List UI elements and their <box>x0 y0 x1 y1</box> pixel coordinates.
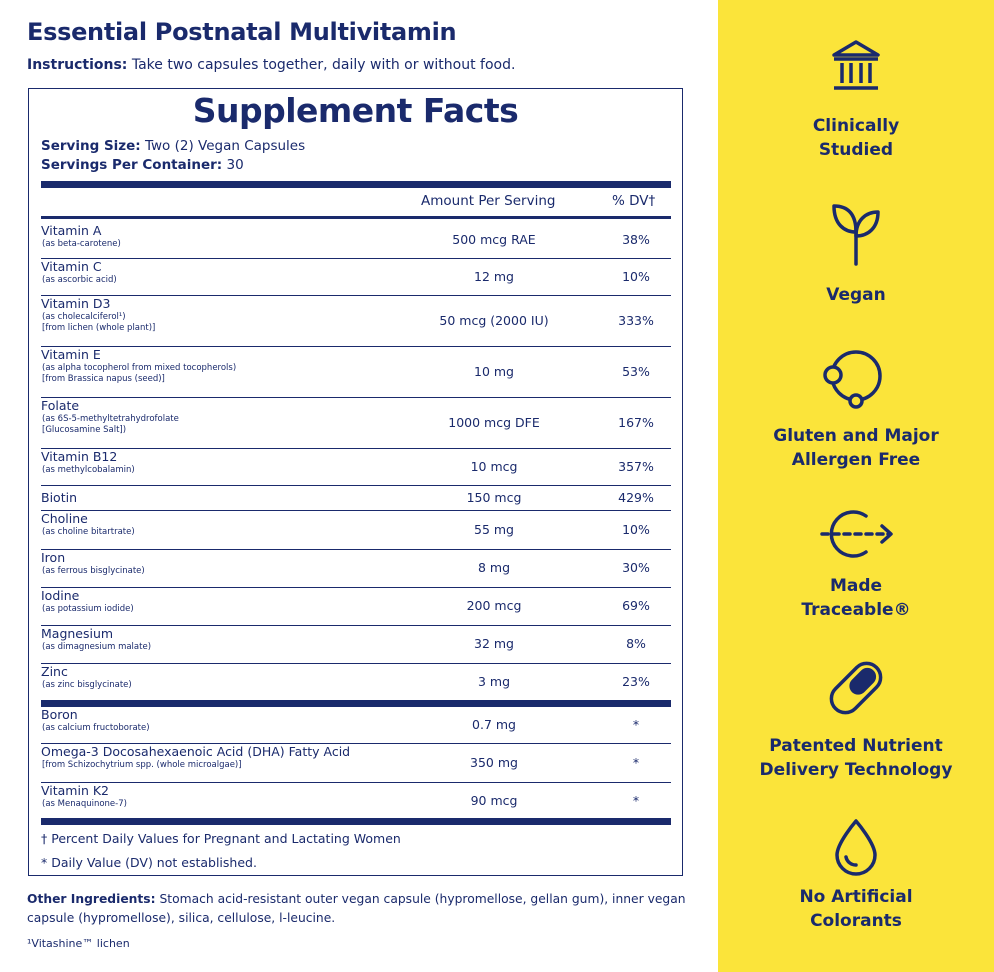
table-row <box>41 549 671 587</box>
nutrient-name: Vitamin A <box>41 223 102 238</box>
nutrient-source: [from Brassica napus (seed)] <box>42 374 165 384</box>
divider-thick-bottom <box>41 818 671 825</box>
percent-daily-value: 69% <box>622 598 650 613</box>
supplement-facts-heading: Supplement Facts <box>192 91 519 130</box>
percent-daily-value: 167% <box>618 415 654 430</box>
table-row <box>41 295 671 346</box>
table-row <box>41 782 671 820</box>
nutrient-source: (as potassium iodide) <box>42 604 134 614</box>
nutrient-name: Folate <box>41 398 80 413</box>
percent-daily-value: 23% <box>622 674 650 689</box>
nutrient-name: Iron <box>41 550 66 565</box>
column-dv-header: % DV† <box>612 193 656 209</box>
table-row <box>41 743 671 782</box>
supplement-facts-panel <box>28 88 683 876</box>
table-row <box>41 448 671 485</box>
nutrient-name: Vitamin D3 <box>41 296 111 311</box>
nutrient-name: Vitamin C <box>41 259 102 274</box>
amount-per-serving: 200 mcg <box>466 598 522 613</box>
amount-per-serving: 0.7 mg <box>472 717 516 732</box>
features-panel <box>718 0 994 972</box>
nutrient-source: (as 6S-5-methyltetrahydrofolate <box>42 414 179 424</box>
servings-per-container-label: Servings Per Container: <box>41 157 223 173</box>
amount-per-serving: 350 mg <box>470 755 518 770</box>
feature-label: Gluten and Major <box>773 426 939 446</box>
nutrient-source: (as dimagnesium malate) <box>42 642 152 652</box>
nutrient-source: (as zinc bisglycinate) <box>42 680 132 690</box>
table-row <box>41 222 671 258</box>
percent-daily-value: 10% <box>622 522 650 537</box>
amount-per-serving: 32 mg <box>474 636 514 651</box>
table-row <box>41 397 671 448</box>
amount-per-serving: 10 mg <box>474 364 514 379</box>
nutrient-source: (as cholecalciferol¹) <box>42 312 126 322</box>
traceable-arrow-icon <box>814 504 898 564</box>
amount-per-serving: 3 mg <box>477 674 511 689</box>
drop-icon <box>831 817 881 877</box>
nutrient-name: Magnesium <box>41 626 114 641</box>
feature-label: Clinically <box>812 116 900 136</box>
nutrient-name: Vitamin K2 <box>41 783 110 798</box>
nutrient-name: Boron <box>41 707 78 722</box>
feature-label: No Artificial <box>799 887 913 907</box>
nutrient-source: (as choline bitartrate) <box>42 527 135 537</box>
divider-thick <box>41 181 671 188</box>
instructions-text: Take two capsules together, daily with or without food. <box>127 57 516 73</box>
table-row <box>41 663 671 701</box>
amount-per-serving: 1000 mcg DFE <box>448 415 540 430</box>
amount-per-serving: 55 mg <box>474 522 514 537</box>
divider-header <box>41 216 671 219</box>
nutrient-source: (as beta-carotene) <box>42 239 121 249</box>
lichen-footnote: ¹Vitashine™ lichen <box>27 937 130 950</box>
percent-daily-value: * <box>632 755 640 770</box>
capsule-icon <box>824 656 888 720</box>
other-ingredients <box>27 890 707 928</box>
nutrient-source: (as methylcobalamin) <box>42 465 135 475</box>
nutrient-source: [from lichen (whole plant)] <box>42 323 156 333</box>
table-row <box>41 587 671 625</box>
feature-no-artificial-colorants <box>718 817 994 933</box>
amount-per-serving: 150 mcg <box>466 490 522 505</box>
table-row <box>41 346 671 397</box>
nutrient-source: (as Menaquinone-7) <box>42 799 127 809</box>
feature-allergen-free <box>718 347 994 472</box>
instructions <box>27 57 515 73</box>
percent-daily-value: 30% <box>622 560 650 575</box>
percent-daily-value: 53% <box>622 364 650 379</box>
amount-per-serving: 12 mg <box>474 269 514 284</box>
product-title: Essential Postnatal Multivitamin <box>27 18 457 46</box>
feature-label: Studied <box>818 140 894 160</box>
nutrient-name: Omega-3 Docosahexaenoic Acid (DHA) Fatty Acid <box>41 744 351 759</box>
footnote-star: * Daily Value (DV) not established. <box>41 855 257 870</box>
table-row <box>41 485 671 510</box>
servings-per-container-value: 30 <box>222 157 244 173</box>
amount-per-serving: 10 mcg <box>470 459 518 474</box>
serving-size-label: Serving Size: <box>41 138 141 154</box>
sprout-icon <box>826 200 886 270</box>
other-ingredients-text: Stomach acid-resistant outer vegan capsule (hypromellose, gellan gum), inner vegan capsule (hypromellose), silica, cellulose, l-leucine. <box>27 892 686 925</box>
amount-per-serving: 90 mcg <box>470 793 518 808</box>
feature-label: Patented Nutrient <box>769 736 943 756</box>
amount-per-serving: 50 mcg (2000 IU) <box>439 313 549 328</box>
feature-label: Traceable® <box>801 600 911 620</box>
feature-label: Delivery Technology <box>759 760 953 780</box>
percent-daily-value: 38% <box>622 232 650 247</box>
instructions-label: Instructions: <box>27 57 128 73</box>
nutrient-source: (as calcium fructoborate) <box>42 723 150 733</box>
feature-vegan <box>718 200 994 307</box>
amount-per-serving: 500 mcg RAE <box>452 232 536 247</box>
nutrient-name: Iodine <box>41 588 80 603</box>
serving-size <box>41 138 305 154</box>
nutrient-source: [from Schizochytrium spp. (whole microalgae)] <box>42 760 242 770</box>
feature-label: Colorants <box>810 911 902 931</box>
nutrient-name: Choline <box>41 511 88 526</box>
feature-label: Allergen Free <box>791 450 921 470</box>
column-amount-header: Amount Per Serving <box>421 193 556 209</box>
nutrient-name: Biotin <box>41 490 77 505</box>
percent-daily-value: 429% <box>618 490 654 505</box>
nutrient-source: [Glucosamine Salt]) <box>42 425 127 435</box>
nutrient-name: Vitamin E <box>41 347 101 362</box>
percent-daily-value: 333% <box>618 313 654 328</box>
table-row <box>41 258 671 295</box>
percent-daily-value: * <box>632 717 640 732</box>
nutrient-source: (as alpha tocopherol from mixed tocopherols) <box>42 363 237 373</box>
table-row <box>41 706 671 743</box>
feature-label: Vegan <box>826 285 886 305</box>
amount-per-serving: 8 mg <box>477 560 511 575</box>
other-ingredients-label: Other Ingredients: <box>27 892 156 906</box>
nutrient-source: (as ascorbic acid) <box>42 275 117 285</box>
feature-label: Made <box>829 576 883 596</box>
percent-daily-value: 357% <box>618 459 654 474</box>
footnote-dv: † Percent Daily Values for Pregnant and Lactating Women <box>41 831 401 846</box>
percent-daily-value: 8% <box>626 636 646 651</box>
percent-daily-value: * <box>632 793 640 808</box>
feature-made-traceable <box>718 504 994 622</box>
table-row <box>41 625 671 663</box>
servings-per-container <box>41 157 244 173</box>
nutrient-source: (as ferrous bisglycinate) <box>42 566 145 576</box>
feature-clinically-studied <box>718 37 994 162</box>
nutrient-name: Vitamin B12 <box>41 449 118 464</box>
building-icon <box>826 37 886 97</box>
percent-daily-value: 10% <box>622 269 650 284</box>
table-row <box>41 510 671 549</box>
molecule-icon <box>819 347 893 411</box>
serving-size-value: Two (2) Vegan Capsules <box>140 138 306 154</box>
nutrient-name: Zinc <box>41 664 68 679</box>
feature-patented-delivery <box>718 656 994 782</box>
